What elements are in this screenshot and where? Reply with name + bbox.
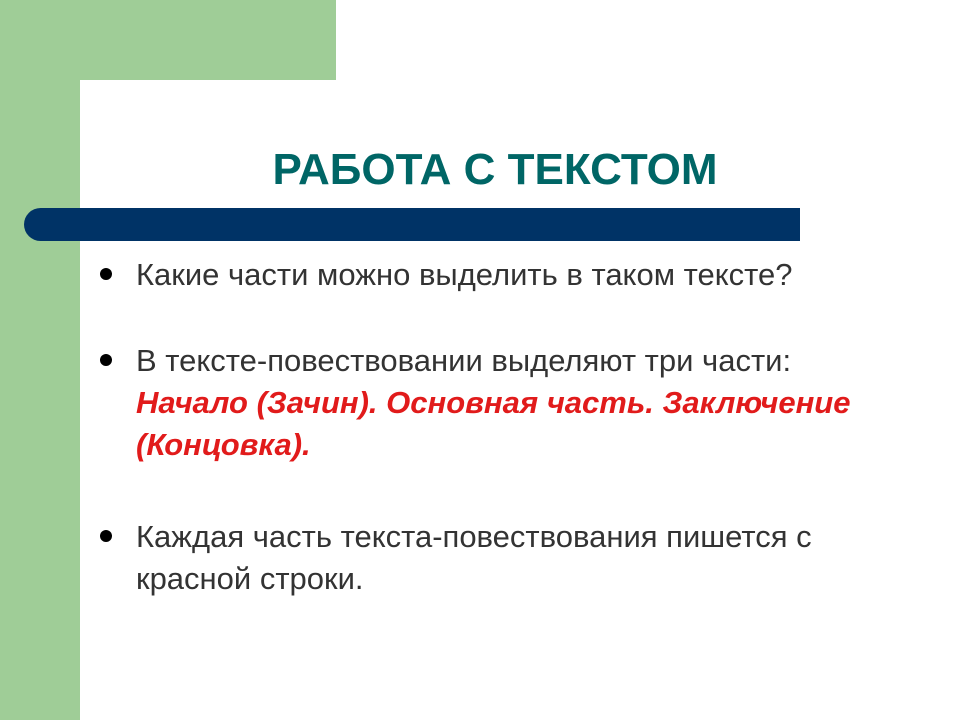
slide-title: РАБОТА С ТЕКСТОМ (272, 145, 718, 194)
bullet-item-1 (136, 254, 896, 296)
bullet-item-2 (136, 340, 896, 466)
bullet-text: В тексте-повествовании выделяют три части: (136, 343, 792, 378)
bullet-text: Каждая часть текста-повествования пишется с красной строки. (136, 519, 812, 596)
bullet-emphasis-text: Начало (Зачин). Основная часть. Заключение (Концовка). (136, 385, 851, 462)
bullet-dot-icon (100, 354, 112, 366)
bullet-dot-icon (100, 530, 112, 542)
bullet-dot-icon (100, 268, 112, 280)
title-underline-bar (24, 208, 800, 241)
green-side-band (0, 0, 80, 720)
bullet-text: Какие части можно выделить в таком тексте? (136, 257, 793, 292)
green-top-band (0, 0, 336, 80)
bullet-item-3 (136, 516, 896, 600)
